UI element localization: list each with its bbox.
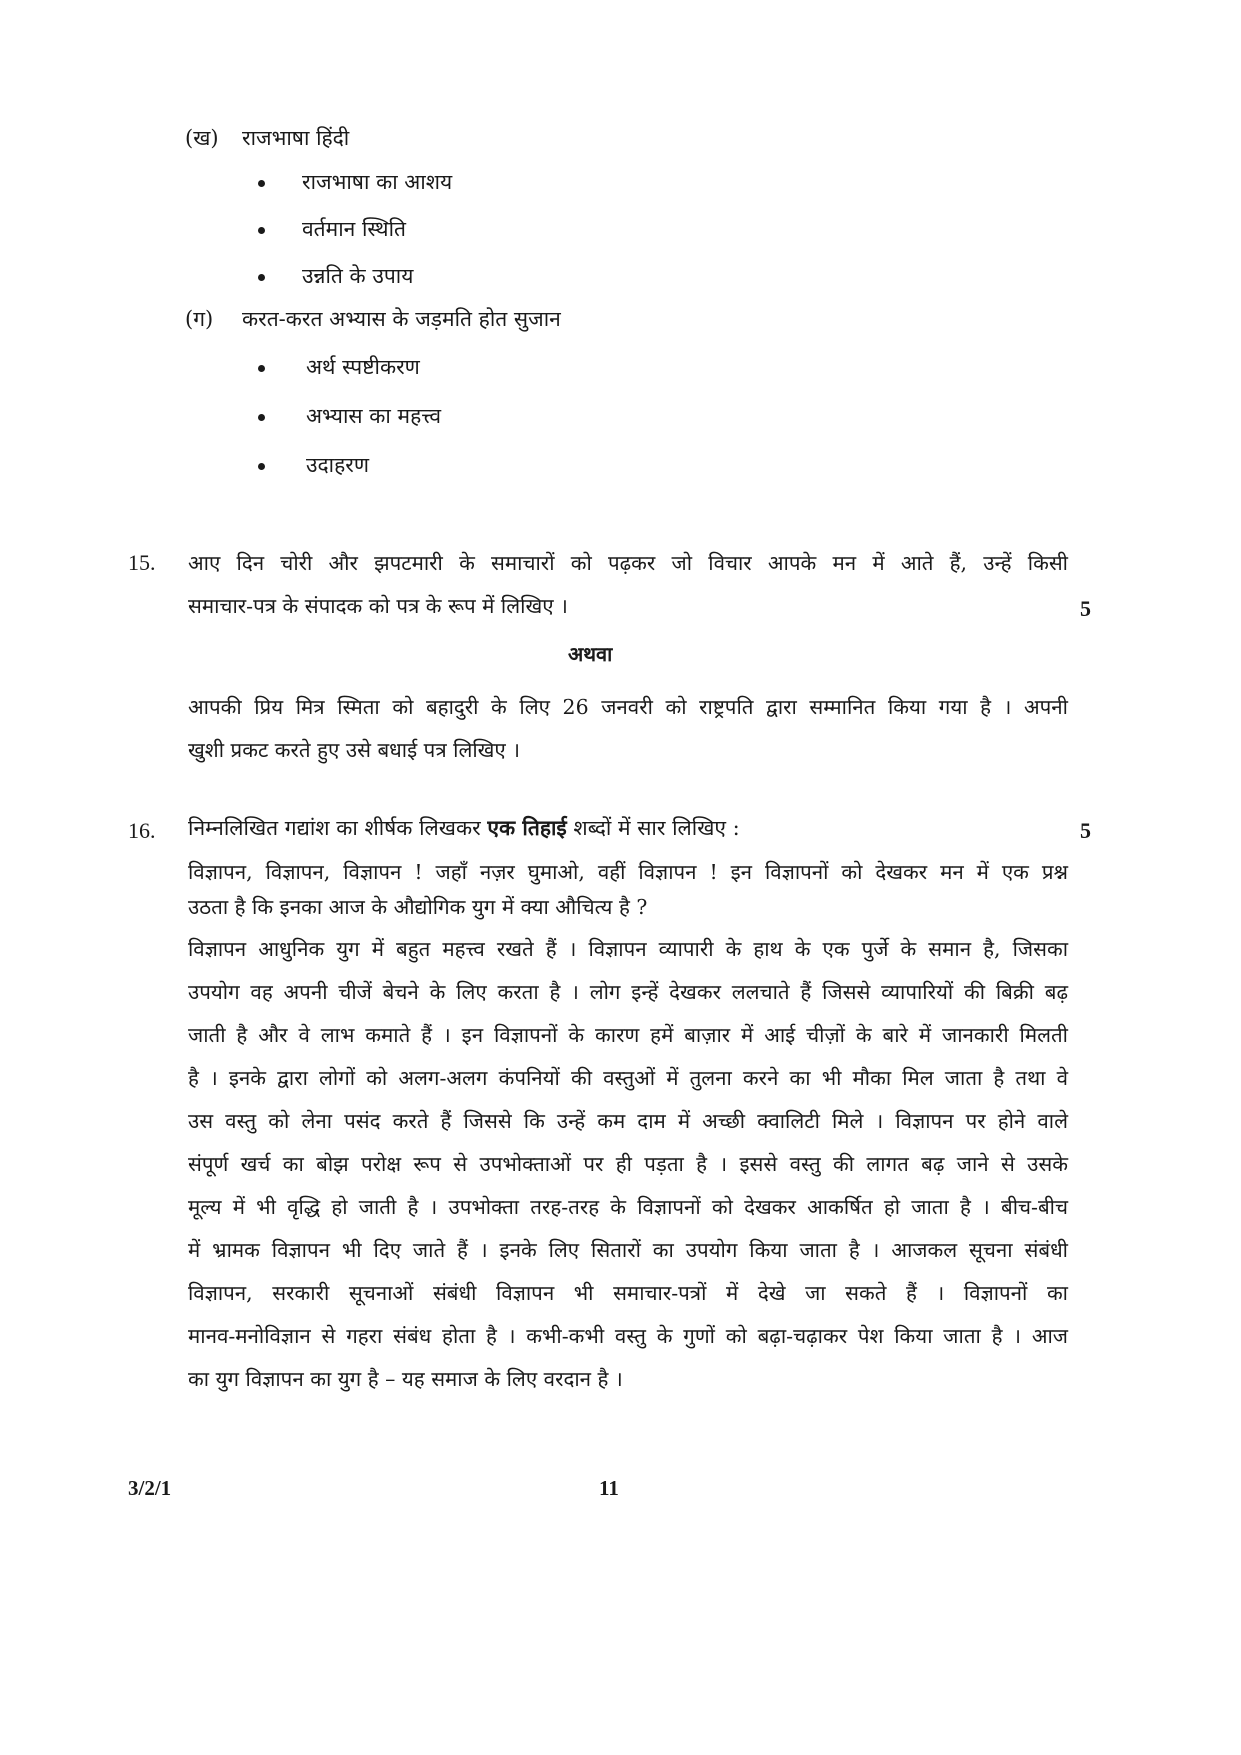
question-16-prompt-after: शब्दों में सार लिखिए : <box>566 816 740 840</box>
passage-line: का युग विज्ञापन का युग है – यह समाज के लिए वरदान है । <box>188 1367 623 1391</box>
bullet-icon <box>258 227 265 234</box>
passage-line: है । इनके द्वारा लोगों को अलग-अलग कंपनियों की वस्तुओं में तुलना करने का भी मौका मिल जाता है तथा वे <box>188 1066 1068 1090</box>
question-15-alt-line-2: खुशी प्रकट करते हुए उसे बधाई पत्र लिखिए । <box>188 738 521 762</box>
passage-line: में भ्रामक विज्ञापन भी दिए जाते हैं । इनके लिए सितारों का उपयोग किया जाता है । आजकल सूचना संबंधी <box>188 1238 1068 1262</box>
question-15-number: 15. <box>128 550 156 575</box>
passage-line: मूल्य में भी वृद्धि हो जाती है । उपभोक्ता तरह-तरह के विज्ञापनों को देखकर आकर्षित हो जाता है । बीच-बीच <box>188 1195 1068 1219</box>
passage-line: विज्ञापन, सरकारी सूचनाओं संबंधी विज्ञापन भी समाचार-पत्रों में देखे जा सकते हैं । विज्ञापनों का <box>188 1281 1068 1305</box>
section-ga-bullet-2: अभ्यास का महत्त्व <box>306 404 442 428</box>
passage-line: विज्ञापन, विज्ञापन, विज्ञापन ! जहाँ नज़र घुमाओ, वहीं विज्ञापन ! इन विज्ञापनों को देखकर मन में एक प्रश्न <box>188 860 1068 884</box>
passage-line: उपयोग वह अपनी चीजें बेचने के लिए करता है । लोग इन्हें देखकर ललचाते हैं जिससे व्यापारियों की बिक्री बढ़ <box>188 980 1068 1004</box>
passage-line: उठता है कि इनका आज के औद्योगिक युग में क्या औचित्य है ? <box>188 895 648 919</box>
section-ga-bullet-3: उदाहरण <box>306 453 370 477</box>
section-kha-bullet-3: उन्नति के उपाय <box>302 264 414 288</box>
section-kha-label: (ख) <box>185 126 219 150</box>
passage-line: मानव-मनोविज्ञान से गहरा संबंध होता है । कभी-कभी वस्तु के गुणों को बढ़ा-चढ़ाकर पेश किया जाता है । आज <box>188 1324 1068 1348</box>
section-ga-bullet-1: अर्थ स्पष्टीकरण <box>306 355 420 379</box>
section-kha-bullet-1: राजभाषा का आशय <box>302 170 453 194</box>
section-ga-label: (ग) <box>185 307 214 331</box>
passage-line: उस वस्तु को लेना पसंद करते हैं जिससे कि उन्हें कम दाम में अच्छी क्वालिटी मिले । विज्ञापन पर होने वाले <box>188 1109 1068 1133</box>
section-kha-bullet-2: वर्तमान स्थिति <box>302 217 406 241</box>
question-16-prompt-bold: एक तिहाई <box>487 815 567 840</box>
question-15-line-1: आए दिन चोरी और झपटमारी के समाचारों को पढ़कर जो विचार आपके मन में आते हैं, उन्हें किसी <box>188 551 1068 575</box>
question-15-alt-line-1: आपकी प्रिय मित्र स्मिता को बहादुरी के लिए 26 जनवरी को राष्ट्रपति द्वारा सम्मानित किया गया है । अपनी <box>188 695 1068 719</box>
question-15-text <box>188 542 1068 628</box>
bullet-icon <box>258 180 265 187</box>
section-ga-title: करत-करत अभ्यास के जड़मति होत सुजान <box>242 307 561 331</box>
question-16-prompt-before: निम्नलिखित गद्यांश का शीर्षक लिखकर <box>188 816 488 840</box>
or-label: अथवा <box>568 642 613 666</box>
bullet-icon <box>258 414 265 421</box>
bullet-icon <box>258 463 265 470</box>
passage-line: जाती है और वे लाभ कमाते हैं । इन विज्ञापनों के कारण हमें बाज़ार में आई चीज़ों के बारे में जानकारी मिलती <box>188 1023 1068 1047</box>
section-kha-title: राजभाषा हिंदी <box>242 126 350 150</box>
question-16-number: 16. <box>128 818 156 843</box>
question-15-line-2: समाचार-पत्र के संपादक को पत्र के रूप में लिखिए । <box>188 594 568 618</box>
paper-code: 3/2/1 <box>128 1476 172 1500</box>
passage <box>188 855 1068 1401</box>
question-16-prompt <box>188 814 740 842</box>
passage-line: विज्ञापन आधुनिक युग में बहुत महत्त्व रखते हैं । विज्ञापन व्यापारी के हाथ के एक पुर्जे के समान है, जिसका <box>188 937 1068 961</box>
question-15-alternative <box>188 686 1068 772</box>
passage-line: संपूर्ण खर्च का बोझ परोक्ष रूप से उपभोक्ताओं पर ही पड़ता है । इससे वस्तु की लागत बढ़ जाने से उसके <box>188 1152 1068 1176</box>
page-number: 11 <box>599 1476 619 1500</box>
bullet-icon <box>258 365 265 372</box>
question-15-marks: 5 <box>1080 596 1091 621</box>
question-16-marks: 5 <box>1080 818 1091 843</box>
bullet-icon <box>258 274 265 281</box>
